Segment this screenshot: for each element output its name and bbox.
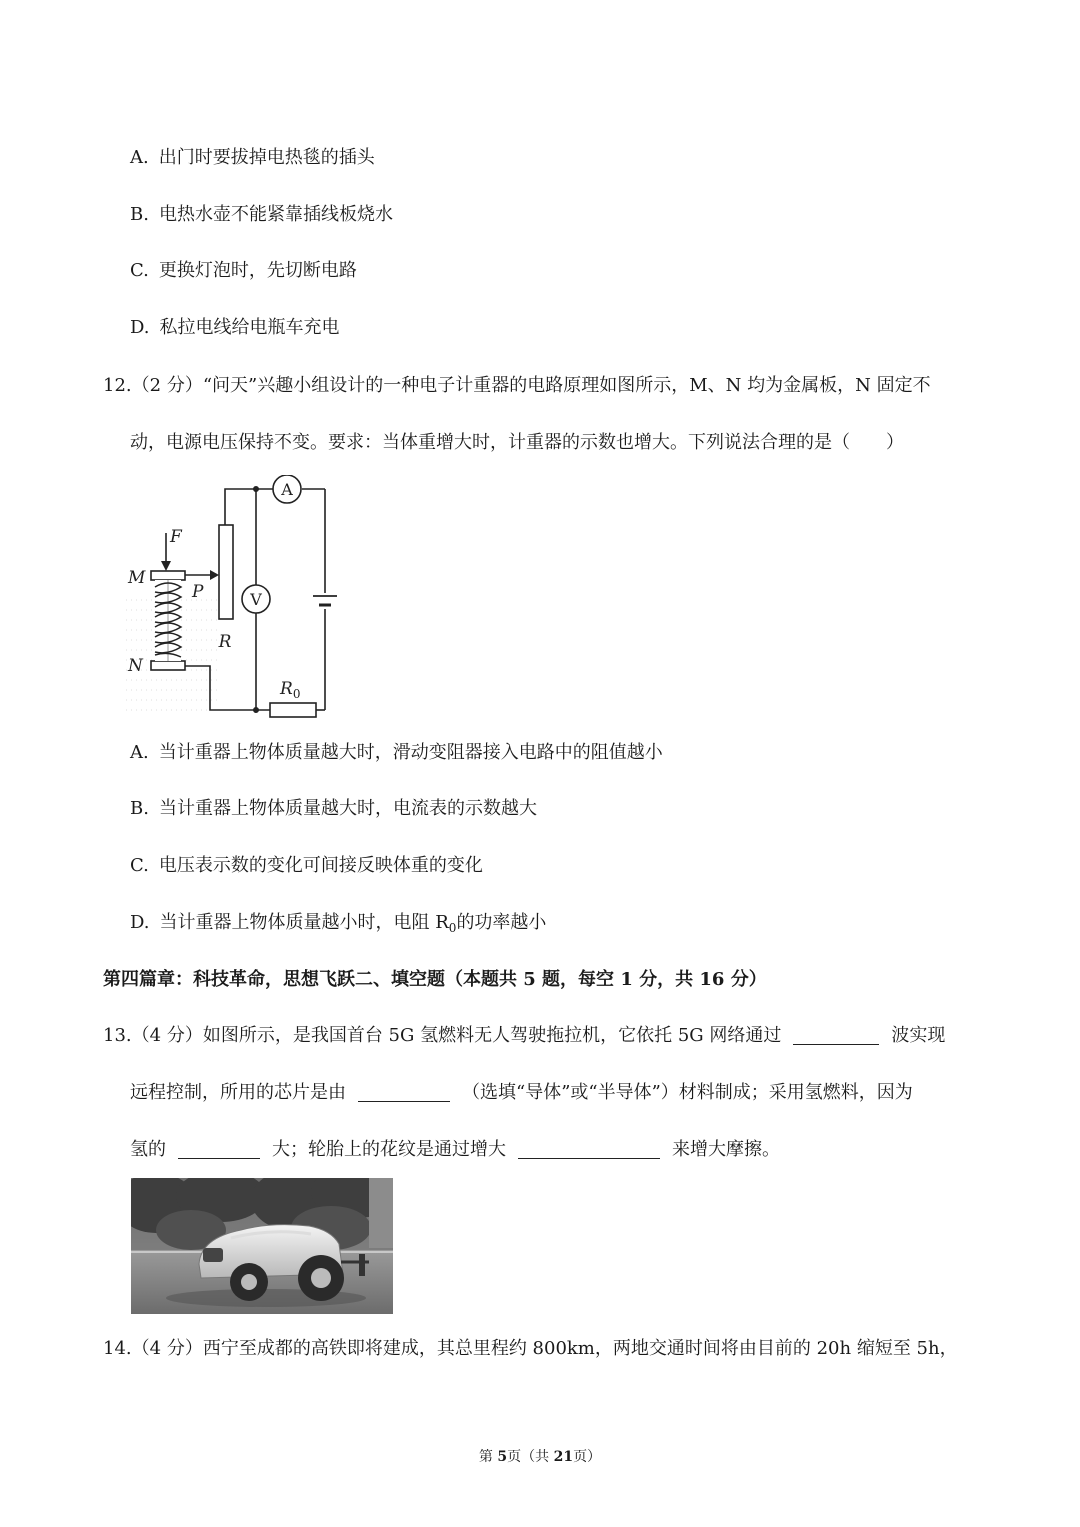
question-text: 如图所示，是我国首台 5G 氢燃料无人驾驶拖拉机，它依托 5G 网络通过 xyxy=(202,1025,782,1046)
resistor-r0-subscript: 0 xyxy=(292,687,301,701)
section-title: 第四篇章：科技革命，思想飞跃二、填空题（本题共 5 题，每空 1 分，共 16 分） xyxy=(103,969,767,990)
answer-blank-4[interactable] xyxy=(518,1138,660,1159)
question-score: （2 分） xyxy=(131,375,203,396)
option-text: 出门时要拔掉电热毯的插头 xyxy=(158,147,375,168)
option-letter: B. xyxy=(130,798,149,819)
option-text: 电压表示数的变化可间接反映体重的变化 xyxy=(158,855,483,876)
answer-blank-1[interactable] xyxy=(793,1024,879,1045)
slider-label: P xyxy=(192,582,204,602)
q13-line3 xyxy=(130,1137,780,1163)
question-text: 远程控制，所用的芯片是由 xyxy=(130,1082,346,1103)
force-arrow-head xyxy=(161,561,171,571)
option-text: 私拉电线给电瓶车充电 xyxy=(159,317,340,338)
question-number: 14. xyxy=(103,1338,132,1359)
rheostat-r-symbol xyxy=(219,525,233,619)
ammeter-label: A xyxy=(281,480,293,499)
question-text: 来增大摩擦。 xyxy=(672,1139,780,1160)
question-score: （4 分） xyxy=(131,1025,203,1046)
question-number: 12. xyxy=(103,375,132,396)
option-letter: D. xyxy=(130,912,150,933)
plate-n-label: N xyxy=(128,656,143,676)
wire-top-left xyxy=(225,489,256,525)
circuit-diagram xyxy=(118,475,348,720)
option-text: 当计重器上物体质量越大时，电流表的示数越大 xyxy=(158,798,537,819)
plate-n xyxy=(151,661,185,670)
resistor-r0-label xyxy=(279,679,300,701)
building xyxy=(369,1178,393,1248)
option-letter: D. xyxy=(130,317,150,338)
question-text: 波实现 xyxy=(891,1025,946,1046)
option-text: 当计重器上物体质量越大时，滑动变阻器接入电路中的阻值越小 xyxy=(158,742,663,763)
q12-option-b xyxy=(130,796,537,822)
resistor-r0-symbol xyxy=(270,703,316,717)
q12-option-c xyxy=(130,853,483,879)
question-stem: 动，电源电压保持不变。要求：当体重增大时，计重器的示数也增大。下列说法合理的是（ ） xyxy=(130,432,904,453)
wire-bottom-left xyxy=(184,666,256,710)
q12-option-a xyxy=(130,740,663,766)
junction-top xyxy=(253,486,259,492)
q11-option-c xyxy=(130,258,357,284)
footer-suffix: 页） xyxy=(573,1449,602,1465)
q13-line1 xyxy=(103,1023,945,1049)
option-text: 电热水壶不能紧靠插线板烧水 xyxy=(158,204,393,225)
rheostat-label: R xyxy=(218,632,232,652)
answer-blank-2[interactable] xyxy=(358,1081,450,1102)
front-hub xyxy=(241,1274,257,1290)
q13-line2 xyxy=(130,1080,913,1106)
question-text: 大；轮胎上的花纹是通过增大 xyxy=(272,1139,506,1160)
question-stem: “问天”兴趣小组设计的一种电子计重器的电路原理如图所示，M、N 均为金属板，N 固定不 xyxy=(202,375,931,396)
spring-coil xyxy=(155,580,181,661)
q14-line1 xyxy=(103,1336,958,1362)
slider-arrow-head xyxy=(210,570,219,580)
answer-blank-3[interactable] xyxy=(178,1138,260,1159)
question-score: （4 分） xyxy=(131,1338,203,1359)
page-footer xyxy=(0,1446,1080,1466)
q11-option-a xyxy=(130,145,375,171)
question-text: 西宁至成都的高铁即将建成，其总里程约 800km，两地交通时间将由目前的 20h 缩短至 5h， xyxy=(202,1338,958,1359)
footer-total-pages: 21 xyxy=(553,1449,574,1465)
plate-m-label: M xyxy=(128,568,146,588)
option-text: 当计重器上物体质量越小时，电阻 R xyxy=(159,912,449,933)
option-letter: C. xyxy=(130,855,149,876)
question-text: （选填“导体”或“半导体”）材料制成；采用氢燃料，因为 xyxy=(462,1082,913,1103)
q12-option-d xyxy=(130,910,546,941)
q12-stem-line1 xyxy=(103,373,931,399)
tractor-implement xyxy=(359,1254,365,1276)
junction-bottom xyxy=(253,707,259,713)
option-letter: A. xyxy=(130,147,149,168)
resistor-r0-letter: R xyxy=(280,679,293,699)
force-label: F xyxy=(170,527,182,547)
option-subscript: 0 xyxy=(448,921,457,935)
option-letter: A. xyxy=(130,742,149,763)
rear-hub xyxy=(311,1268,331,1288)
q12-stem-line2 xyxy=(130,430,904,456)
plate-m xyxy=(151,571,185,580)
voltmeter-label: V xyxy=(250,590,262,609)
option-text-after: 的功率越小 xyxy=(456,912,547,933)
q11-option-b xyxy=(130,202,393,228)
tractor-photo xyxy=(131,1178,393,1314)
question-number: 13. xyxy=(103,1025,132,1046)
option-letter: C. xyxy=(130,260,149,281)
question-text: 氢的 xyxy=(130,1139,166,1160)
footer-middle: 页（共 xyxy=(507,1449,554,1465)
tractor-grille xyxy=(203,1248,223,1262)
option-text: 更换灯泡时，先切断电路 xyxy=(158,260,357,281)
q11-option-d xyxy=(130,315,340,341)
footer-prefix: 第 xyxy=(478,1449,498,1465)
footer-page-number: 5 xyxy=(497,1449,508,1465)
option-letter: B. xyxy=(130,204,149,225)
